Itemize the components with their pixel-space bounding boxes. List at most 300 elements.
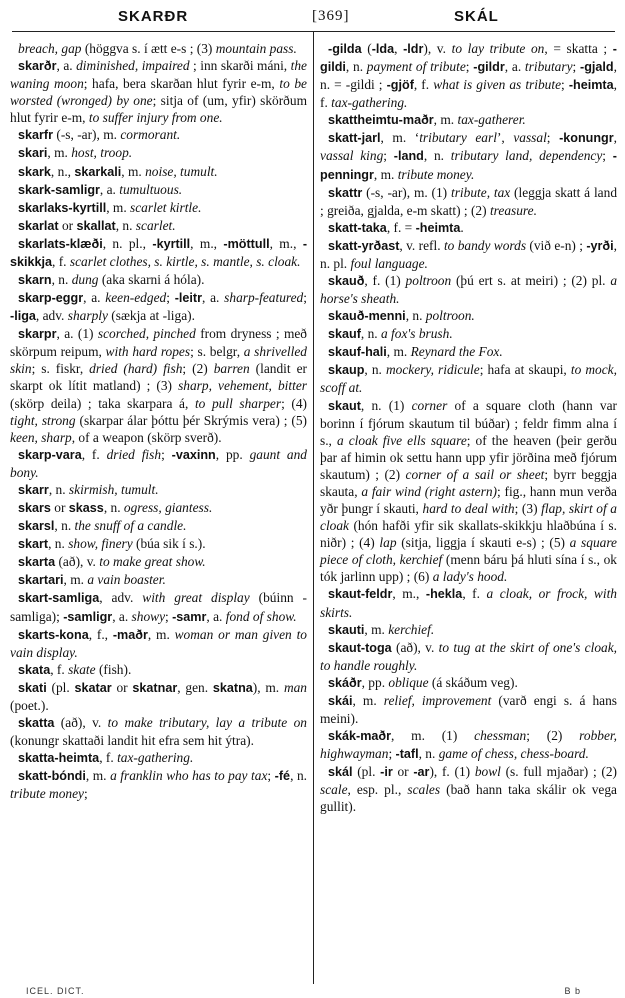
translation: to suffer injury from one. [88,110,223,126]
translation: keen-edged [105,290,167,306]
headword: skarkali [74,164,122,179]
translation: fond of show. [225,608,297,624]
entry-text: ; [383,148,394,164]
translation: to make great show. [99,554,206,570]
entry-text: ), f. (1) [429,764,475,780]
translation: a fox's brush. [381,326,453,342]
translation: flap, skirt of a cloak [320,501,617,534]
entry-text: , n. [290,768,308,784]
entry-text: , pp. [215,446,250,462]
entry-text: , [613,130,618,146]
entry-text: (við e-n) ; [526,237,587,253]
translation: tumultuous. [119,181,183,197]
dictionary-entry [320,129,617,183]
entry-text: , f. [413,77,434,93]
entry-text: , a. (1) [56,326,98,342]
dictionary-entry [10,481,307,499]
headword: -vaxinn [171,447,216,462]
entry-text: ’, [496,130,514,146]
entry-text: ; [165,608,173,624]
dictionary-entry [10,535,307,553]
headword: skarlaks-kyrtill [18,200,107,215]
headword: skass [68,501,104,516]
headword: skata [18,662,51,677]
translation: a cloak five ells square [336,432,467,448]
entry-text: ; byrr beggja skauta, [320,466,617,499]
entry-text: (á skáðum veg). [428,674,518,690]
translation: foul language. [350,255,428,271]
dictionary-entry [10,144,307,162]
dictionary-entry [320,639,617,674]
translation: robber, highwayman [320,728,617,762]
translation: kerchief. [388,621,435,637]
dictionary-entry [10,57,307,126]
dictionary-entry [320,325,617,343]
entry-text: ; (2) [526,728,580,744]
entry-text: , a. [56,58,77,74]
translation: tribute, tax [450,184,511,200]
translation: vassal king [320,148,384,164]
entry-text: , f. [462,586,487,602]
entry-text: , n. [364,362,386,378]
headword: -tafl [395,747,419,762]
entry-text: , n. [423,148,451,164]
dictionary-entry [10,289,307,325]
entry-text: , m., [269,235,303,251]
headword: skatt-bóndi [18,769,86,784]
entry-text: ; [84,786,88,802]
translation: barren [213,361,250,377]
headword: -möttull [223,236,270,251]
entry-text: , n. [360,326,381,342]
translation: cormorant. [120,127,181,143]
left-column [10,40,307,802]
entry-text: , m. [85,768,111,784]
translation: chessman [474,728,527,744]
headword: -yrði [586,238,614,253]
translation: tax-gatherer. [457,112,526,128]
dictionary-entry [320,184,617,219]
entry-text: . [460,219,464,235]
headword: -hekla [425,587,463,602]
entry-text: ; [161,446,172,462]
entry-text: , adv. [99,590,143,606]
entry-text: , n. [418,746,439,762]
dictionary-entry [320,111,617,129]
entry-text: ; [561,77,569,93]
headword: -gjöf [386,78,414,93]
translation: poltroon. [425,308,475,324]
translation: ogress, giantess. [123,500,213,516]
translation: to bandy words [443,237,527,253]
translation: tax-gathering. [331,95,408,111]
dictionary-entry [320,219,617,237]
translation: a franklin who has to pay tax [110,768,268,784]
entry-text: from dryness ; með skörpum reipum, [10,326,308,360]
translation: dried (hard) fish [89,361,183,377]
footer-signature-right: B b [564,986,581,996]
translation: skirmish, tumult. [68,481,159,497]
dictionary-entry [10,571,307,589]
translation: to make tributary, lay a tribute on [107,714,307,730]
headword: -skikkja [10,236,308,269]
entry-text: ; hafa, bera skarðan hlut fyrir e-m, [83,76,280,92]
entry-text: , f. [99,750,118,766]
entry-text: or [392,764,414,780]
translation: game of chess, chess-board. [438,746,589,762]
entry-text: , f. [50,661,69,677]
dictionary-entry [10,126,307,144]
entry-text: ; (4) [281,395,307,411]
entry-text: or [111,679,133,695]
translation: to lay tribute on [451,41,545,56]
entry-text: (að), v. [55,554,100,570]
dictionary-entry [320,727,617,763]
headword: -kyrtill [152,236,191,251]
translation: a vain boaster. [87,572,166,588]
translation: tight, strong [10,412,76,428]
headword: skarr [18,482,49,497]
dictionary-entry [320,621,617,639]
translation: mountain pass. [215,41,297,56]
translation: scarlet. [135,217,176,233]
entry-text: , n. [48,481,69,497]
column-divider [313,32,314,984]
entry-text: (sækja at -liga). [107,308,195,324]
header-right-guide-word: SKÁL [454,8,499,25]
entry-text: , m. ‘ [380,130,420,146]
headword: skatar [74,680,112,695]
entry-text: , n. [103,500,124,516]
headword: skatt-jarl [328,131,381,146]
translation: scales [407,782,441,798]
headword: skarðr [18,59,57,74]
entry-text: (leggja skatt á land ; greiða, gjalda, e-m skatt) ; (2) [320,184,618,218]
headword: -ldr [403,42,424,56]
headword: -maðr [112,627,148,642]
translation: oblique [388,674,429,690]
entry-text: (höggva s. í ætt e-s ; (3) [81,41,216,56]
headword: skauð-menni [328,309,406,324]
headword: skarfr [18,128,54,143]
entry-text: ; [546,130,560,146]
entry-text: , m. [47,145,72,161]
translation: treasure. [489,202,537,218]
headword: -ar [413,765,430,780]
dictionary-entry [320,40,617,111]
headword: skark-samligr [18,182,100,197]
entry-text: ; [303,290,307,306]
entry-text: , n. [405,308,426,324]
entry-text: , n. [345,59,367,75]
entry-text: , f. = [386,219,416,235]
headword: skattheimtu-maðr [328,113,434,128]
headword: skarn [18,273,52,288]
translation: skate [68,661,96,677]
entry-text: ), m. [252,679,284,695]
translation: what is given as tribute [433,77,562,93]
translation: tax-gathering. [117,750,194,766]
translation: keen, sharp [10,429,72,445]
headword: skartari [18,573,64,588]
translation: man [283,679,307,695]
headword: -gjald [580,60,614,75]
headword: skaut-toga [328,640,392,655]
translation: tributary earl [419,130,497,146]
headword: skauti [328,622,365,637]
translation: tributary [524,59,573,75]
headword: skark [18,164,51,179]
translation: poltroon [405,273,452,289]
entry-text: of a square cloth (hann var borinn í fjórum skautum til búðar) ; feldr fimm alna í s., [320,397,617,448]
entry-text: , f. [320,77,617,111]
translation: corner of a sail or sheet [405,466,545,482]
headword: -land [393,149,424,164]
entry-text: , n. [115,217,136,233]
dictionary-entry [10,767,307,802]
translation: lap [379,535,397,551]
translation: showy [131,608,166,624]
dictionary-entry [10,325,307,446]
entry-text: , a. [112,608,132,624]
entry-text: (konungr skattaði landit hit efra sem hit ýtra). [10,733,254,749]
entry-text: , m. [433,112,458,128]
entry-text: , n. [54,518,75,534]
entry-text: ( [361,41,372,56]
dictionary-entry [10,714,307,749]
headword: -leitr [174,291,202,306]
headword: skarsl [18,519,55,534]
headword: skáðr [328,675,362,690]
entry-text: , f. [81,446,107,462]
translation: Reynard the Fox. [410,344,503,360]
entry-text: ; fig., hann mun verða yðr þungr í skauti, [320,483,617,517]
headword: skaut-feldr [328,587,393,602]
entry-text: (pl. [46,679,75,695]
entry-text: (-s, -ar), m. (1) [362,184,451,200]
entry-text: , of a weapon (skörp sverð). [71,429,222,445]
dictionary-entry [10,679,307,714]
headword: skarp-eggr [18,291,84,306]
entry-text: , esp. pl., [347,782,408,798]
translation: scale [320,782,348,798]
translation: woman or man given to vain display. [10,626,307,660]
entry-text: , m. (1) [391,728,475,744]
entry-text: , n. = -gildi ; [320,59,617,93]
translation: breach, gap [18,41,82,56]
headword: skattr [328,185,363,200]
entry-text: , m. [386,344,411,360]
entry-text: ; (2) [182,361,214,377]
entry-text: , n., [50,163,75,179]
entry-text: , [394,41,404,56]
headword: skái [328,693,353,708]
entry-text: ; [388,746,396,762]
headword: skati [18,680,47,695]
entry-text: , v. refl. [399,237,444,253]
translation: sharp, vehement, bitter [178,378,307,394]
translation: payment of tribute [366,59,466,75]
headword: skarts-kona [18,627,89,642]
entry-text: , m. [121,163,146,179]
dictionary-entry [320,674,617,692]
entry-text: ; [465,59,474,75]
entry-text: ; [166,290,175,306]
entry-text: , m. [364,621,389,637]
headword: -gilda [328,42,362,56]
entry-text: (hón hafði yfir sik skallats-skikkju hlaðbúna í s. niðr) ; (4) [320,518,617,551]
translation: relief, improvement [383,692,492,708]
translation: to be worsted (wronged) by one [10,76,307,109]
translation: the waning moon [10,58,307,92]
entry-text: (pl. [352,764,381,780]
headword: skauð [328,274,365,289]
translation: vassal [513,130,547,146]
entry-text: (sitja, liggja í skauti e-s) ; (5) [396,535,570,551]
headword: skart-samliga [18,591,100,606]
headword: -konungr [559,131,614,146]
entry-text: (skarpar álar þóttu þér Skrýmis vera) ; (5) [75,412,307,428]
headword: -liga [10,309,36,324]
translation: scarlet kirtle. [130,199,202,215]
translation: bowl [474,764,501,780]
dictionary-entry [320,237,617,272]
headword: -lda [371,42,395,56]
translation: show, finery [68,536,133,552]
translation: diminished, impaired [76,58,190,74]
entry-text: (skörp deila) ; taka skarpara á, [10,395,195,411]
dictionary-entry [10,499,307,517]
headword: skatt-taka [328,220,387,235]
entry-text: , a. [202,290,225,306]
headword: -gildr [473,60,505,75]
entry-text: , m. [373,166,398,182]
entry-text: ; sitja of (um, yfir) skörðum hlut fyrir e-m, [10,93,307,126]
headword: skarta [18,555,56,570]
entry-text: , m. [106,199,131,215]
translation: corner [411,397,448,413]
entry-text: , m., [392,586,426,602]
running-header [14,6,615,30]
entry-text: ; hafa at skaupi, [479,362,571,378]
entry-text: (búinn -samliga); [10,590,308,624]
translation: scarlet clothes, s. kirtle, s. mantle, s. cloak. [69,253,301,269]
entry-text: , pp. [361,674,389,690]
translation: to tug at the skirt of one's cloak, to handle roughly. [320,639,617,673]
translation: gaunt and bony. [10,446,308,480]
headword: -samligr [63,609,113,624]
dictionary-entry [320,361,617,396]
dictionary-entry [320,763,617,815]
headword: skaut [328,398,361,413]
entry-text: ; [267,768,275,784]
entry-text: (varð engi s. á hans meini). [320,692,618,726]
headword: skallat [76,218,116,233]
translation: to mock, scoff at. [320,362,617,396]
entry-text: ; inn skarði máni, [189,58,291,74]
headword: -samr [172,609,207,624]
entry-text: , a. [206,608,226,624]
entry-text: (að), v. [54,714,108,730]
translation: a square piece of cloth, kerchief [320,535,617,568]
translation: with hard ropes [105,344,191,360]
translation: noise, tumult. [145,163,218,179]
dictionary-entry [10,181,307,199]
headword: skatta [18,715,55,730]
entry-text: , f. [52,253,70,269]
entry-text: (að), v. [391,639,439,655]
headword: skarpr [18,327,57,342]
entry-text: ; s. belgr, [190,344,244,360]
entry-text: , a. [504,59,525,75]
page-footer [26,986,605,998]
entry-text: , gen. [177,679,213,695]
translation: a shrivelled skin [10,344,307,377]
entry-text: , n. pl. [320,237,617,271]
dictionary-entry [320,307,617,325]
entry-text: , n. pl., [102,235,153,251]
translation: with great display [142,590,250,606]
dictionary-entry [10,661,307,679]
headword: skatt-yrðast [328,238,400,253]
dictionary-entry [10,626,307,661]
footer-signature-left: ICEL. DICT. [26,986,85,996]
entry-text: , m., [190,235,224,251]
translation: tributary land, dependency [450,148,603,164]
headword: skarlat [18,218,59,233]
translation: mockery, ridicule [386,362,480,378]
entry-text: (þú ert s. at meiri) ; (2) pl. [451,273,611,289]
translation: scorched, pinched [97,326,196,342]
entry-text: , adv. [35,308,68,324]
entry-text: ; of the heaven (þeir gerðu þar af himin ok settu hann upp yfir jörðina með fjórum skautum) ; (2) [320,432,617,482]
entry-text: (s. full mjaðar) ; (2) [500,764,617,780]
headword: -heimta [568,78,614,93]
entry-text: , m. [147,626,175,642]
entry-text: (menn báru þá hluti sína í s., ok tók jarlinn upp) ; (6) [320,552,617,585]
dictionary-entry [10,163,307,181]
translation: host, troop. [71,145,133,161]
headword: skarlats-klæði [18,236,103,251]
dictionary-entry [320,692,617,727]
headword: skars [18,501,51,516]
entry-text: , a. [99,181,120,197]
entry-text: (bað hann taka skálir ok vega gullit). [320,782,617,815]
translation: dung [71,272,99,288]
entry-text: , n. [51,272,72,288]
header-left-guide-word: SKARÐR [118,8,189,25]
headword: -ir [380,765,393,780]
headword: skák-maðr [328,729,392,744]
dictionary-entry [10,217,307,235]
headword: -heimta [415,220,461,235]
translation: a cloak, or frock, with skirts. [320,586,617,620]
headword: skatna [212,680,253,695]
headword: skál [328,765,353,780]
entry-text: , n. [48,536,69,552]
entry-text: , = skatta ; [544,41,613,56]
dictionary-entry [320,585,617,620]
entry-text: , a. [83,290,106,306]
entry-text: (aka skarni á hóla). [98,272,205,288]
translation: a lady's hood. [432,569,508,585]
entry-text: ; [602,148,613,164]
translation: the snuff of a candle. [74,518,187,534]
entry-text: ; (3) [514,501,542,517]
dictionary-entry [320,397,617,586]
headword: -fé [274,769,291,784]
dictionary-entry [10,749,307,767]
